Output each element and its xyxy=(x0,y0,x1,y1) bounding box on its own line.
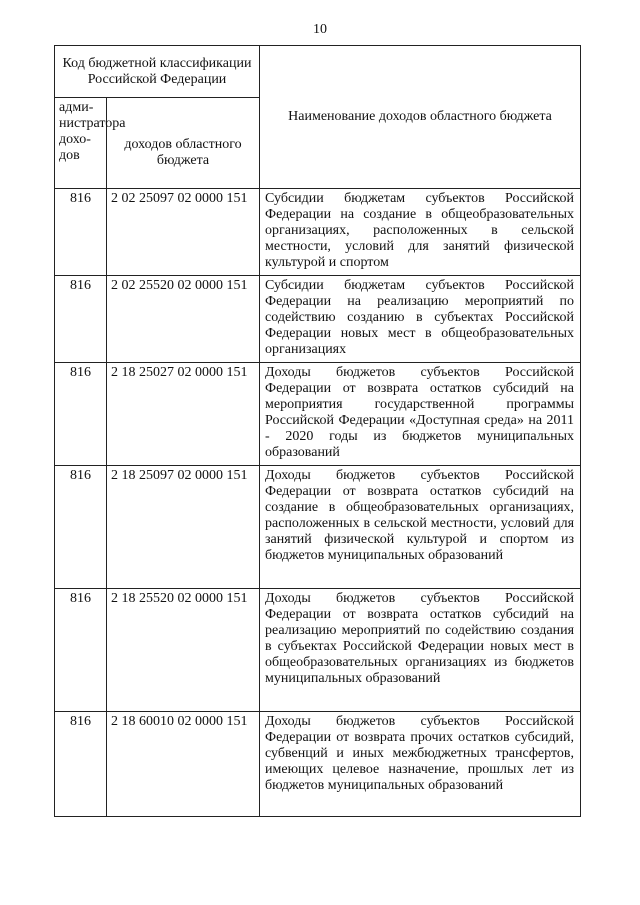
header-administrator: адми-нистратора дохо-дов xyxy=(55,98,107,189)
revenue-name-cell: Доходы бюджетов субъектов Российской Федерации от возврата прочих остатков субсидий, субвенций и иных межбюджетных трансфертов, имеющих целевое назначение, прошлых лет из бюджетов муниципальных образований xyxy=(260,712,581,817)
table-row xyxy=(55,189,581,276)
revenue-name-cell: Субсидии бюджетам субъектов Российской Федерации на создание в общеобразовательных организациях, расположенных в сельской местности, условий для занятий физической культурой и спортом xyxy=(260,189,581,276)
revenue-name-cell: Субсидии бюджетам субъектов Российской Федерации на реализацию мероприятий по содействию созданию в субъектах Российской Федерации новых мест в общеобразовательных организациях xyxy=(260,276,581,363)
admin-code-cell: 816 xyxy=(55,589,107,712)
header-classification-group: Код бюджетной классификации Российской Федерации xyxy=(55,46,260,98)
admin-code-cell: 816 xyxy=(55,276,107,363)
table-row xyxy=(55,363,581,466)
income-code-cell: 2 18 25097 02 0000 151 xyxy=(107,466,260,589)
table-row xyxy=(55,712,581,817)
table-row xyxy=(55,589,581,712)
admin-code-cell: 816 xyxy=(55,712,107,817)
table-row xyxy=(55,276,581,363)
revenue-name-cell: Доходы бюджетов субъектов Российской Федерации от возврата остатков субсидий на мероприятия государственной программы Российской Федерации «Доступная среда» на 2011 - 2020 годы из бюджетов муниципальных образований xyxy=(260,363,581,466)
revenue-name-cell: Доходы бюджетов субъектов Российской Федерации от возврата остатков субсидий на создание в общеобразовательных организациях, расположенных в сельской местности, условий для занятий физической культурой и спортом из бюджетов муниципальных образований xyxy=(260,466,581,589)
revenue-name-cell: Доходы бюджетов субъектов Российской Федерации от возврата остатков субсидий на реализацию мероприятий по содействию создания в субъектах Российской Федерации новых мест в общеобразовательных организациях из бюджетов муниципальных образований xyxy=(260,589,581,712)
admin-code-cell: 816 xyxy=(55,466,107,589)
admin-code-cell: 816 xyxy=(55,189,107,276)
page-number: 10 xyxy=(313,22,327,37)
income-code-cell: 2 18 60010 02 0000 151 xyxy=(107,712,260,817)
income-code-cell: 2 02 25097 02 0000 151 xyxy=(107,189,260,276)
admin-code-cell: 816 xyxy=(55,363,107,466)
income-code-cell: 2 18 25520 02 0000 151 xyxy=(107,589,260,712)
income-code-cell: 2 18 25027 02 0000 151 xyxy=(107,363,260,466)
header-income-code: доходов областного бюджета xyxy=(107,98,260,189)
table-row xyxy=(55,466,581,589)
income-code-cell: 2 02 25520 02 0000 151 xyxy=(107,276,260,363)
header-row-top xyxy=(55,46,581,98)
budget-classification-table xyxy=(54,45,581,817)
header-revenue-name: Наименование доходов областного бюджета xyxy=(260,46,581,189)
